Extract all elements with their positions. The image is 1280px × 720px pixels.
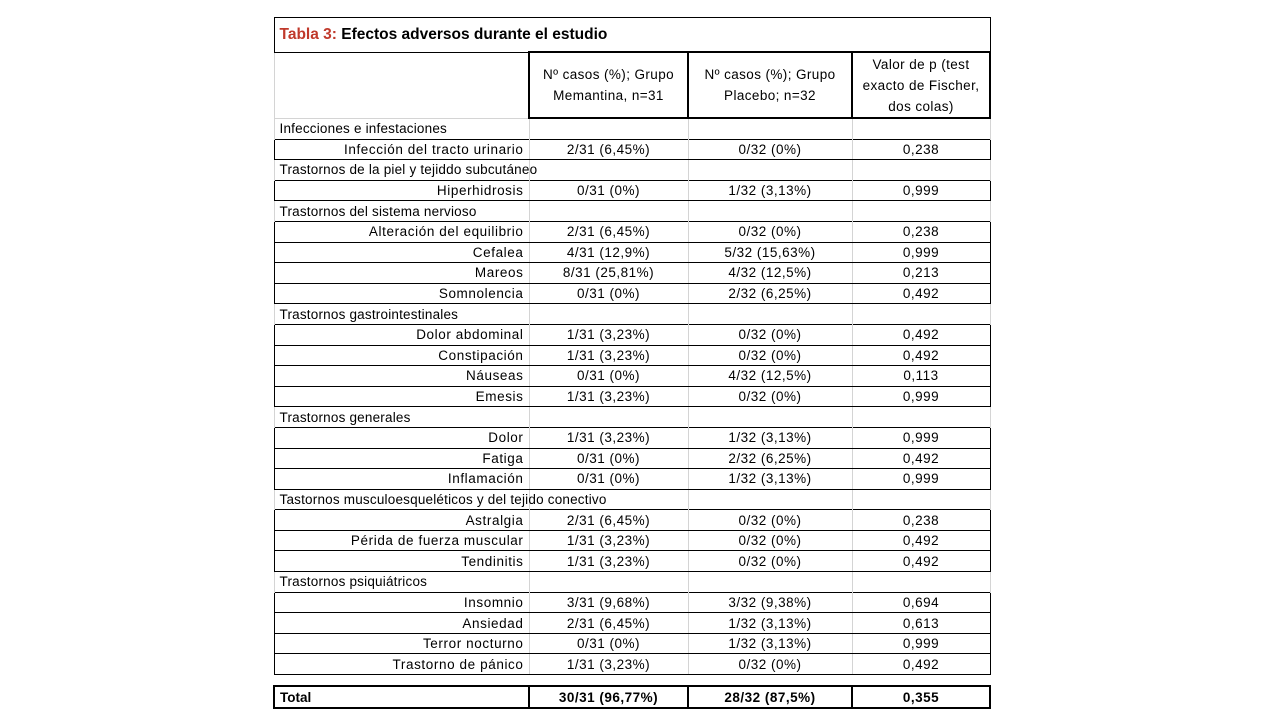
spacer-cell <box>274 675 990 687</box>
p-value: 0,999 <box>852 180 990 201</box>
header-p-value: Valor de p (test exacto de Fischer, dos colas) <box>852 52 990 118</box>
effect-label: Hiperhidrosis <box>274 180 529 201</box>
effect-label: Cefalea <box>274 242 529 263</box>
effect-label: Constipación <box>274 345 529 366</box>
placebo-value: 0/32 (0%) <box>688 345 852 366</box>
header-empty-cell <box>274 52 529 118</box>
p-value: 0,492 <box>852 530 990 551</box>
table-number: Tabla 3: <box>279 26 337 43</box>
effect-label: Fatiga <box>274 448 529 469</box>
p-value: 0,999 <box>852 633 990 654</box>
p-value: 0,492 <box>852 551 990 572</box>
section-row <box>274 201 990 222</box>
effect-label: Tendinitis <box>274 551 529 572</box>
header-placebo: Nº casos (%); Grupo Placebo; n=32 <box>688 52 852 118</box>
table-row <box>274 469 990 490</box>
table-row <box>274 180 990 201</box>
table-row <box>274 386 990 407</box>
p-value: 0,492 <box>852 324 990 345</box>
placebo-value: 5/32 (15,63%) <box>688 242 852 263</box>
empty-cell <box>529 118 688 139</box>
placebo-value: 1/32 (3,13%) <box>688 427 852 448</box>
empty-cell <box>852 304 990 325</box>
section-name: Trastornos generales <box>274 407 529 428</box>
effect-label: Périda de fuerza muscular <box>274 530 529 551</box>
placebo-value: 2/32 (6,25%) <box>688 448 852 469</box>
p-value: 0,492 <box>852 448 990 469</box>
effect-label: Ansiedad <box>274 613 529 634</box>
table-title-text: Efectos adversos durante el estudio <box>336 26 608 43</box>
memantina-value: 8/31 (25,81%) <box>529 263 688 284</box>
total-p-value: 0,355 <box>852 686 990 708</box>
total-memantina: 30/31 (96,77%) <box>529 686 688 708</box>
empty-cell <box>852 201 990 222</box>
table-row <box>274 139 990 160</box>
empty-cell <box>852 489 990 510</box>
header-row <box>274 52 990 118</box>
table-row <box>274 283 990 304</box>
table-row <box>274 448 990 469</box>
table-row <box>274 221 990 242</box>
p-value: 0,238 <box>852 510 990 531</box>
placebo-value: 1/32 (3,13%) <box>688 469 852 490</box>
placebo-value: 4/32 (12,5%) <box>688 366 852 387</box>
effect-label: Dolor <box>274 427 529 448</box>
empty-cell <box>688 572 852 593</box>
empty-cell <box>529 407 688 428</box>
memantina-value: 1/31 (3,23%) <box>529 324 688 345</box>
memantina-value: 2/31 (6,45%) <box>529 613 688 634</box>
table-row <box>274 366 990 387</box>
empty-cell <box>688 201 852 222</box>
effect-label: Alteración del equilibrio <box>274 221 529 242</box>
memantina-value: 0/31 (0%) <box>529 283 688 304</box>
p-value: 0,999 <box>852 427 990 448</box>
placebo-value: 2/32 (6,25%) <box>688 283 852 304</box>
effect-label: Infección del tracto urinario <box>274 139 529 160</box>
memantina-value: 2/31 (6,45%) <box>529 221 688 242</box>
section-name: Infecciones e infestaciones <box>274 118 529 139</box>
p-value: 0,238 <box>852 221 990 242</box>
effect-label: Astralgia <box>274 510 529 531</box>
memantina-value: 1/31 (3,23%) <box>529 386 688 407</box>
empty-cell <box>852 572 990 593</box>
table-row <box>274 592 990 613</box>
total-placebo: 28/32 (87,5%) <box>688 686 852 708</box>
p-value: 0,694 <box>852 592 990 613</box>
section-row <box>274 304 990 325</box>
adverse-effects-sheet <box>273 17 989 709</box>
placebo-value: 0/32 (0%) <box>688 139 852 160</box>
empty-cell <box>688 304 852 325</box>
effect-label: Somnolencia <box>274 283 529 304</box>
table-title <box>274 18 990 53</box>
section-name: Trastornos gastrointestinales <box>274 304 529 325</box>
p-value: 0,613 <box>852 613 990 634</box>
p-value: 0,213 <box>852 263 990 284</box>
effect-label: Terror nocturno <box>274 633 529 654</box>
memantina-value: 1/31 (3,23%) <box>529 530 688 551</box>
empty-cell <box>529 160 688 181</box>
section-row <box>274 572 990 593</box>
spacer-row <box>274 675 990 687</box>
memantina-value: 1/31 (3,23%) <box>529 551 688 572</box>
table-row <box>274 530 990 551</box>
memantina-value: 2/31 (6,45%) <box>529 139 688 160</box>
p-value: 0,113 <box>852 366 990 387</box>
section-name: Trastornos de la piel y tejiddo subcutáneo <box>274 160 529 181</box>
table-row <box>274 510 990 531</box>
p-value: 0,999 <box>852 242 990 263</box>
effect-label: Dolor abdominal <box>274 324 529 345</box>
effect-label: Mareos <box>274 263 529 284</box>
table-row <box>274 242 990 263</box>
p-value: 0,238 <box>852 139 990 160</box>
p-value: 0,492 <box>852 654 990 675</box>
empty-cell <box>529 201 688 222</box>
placebo-value: 4/32 (12,5%) <box>688 263 852 284</box>
empty-cell <box>688 160 852 181</box>
table-row <box>274 654 990 675</box>
total-row <box>274 686 990 708</box>
section-row <box>274 118 990 139</box>
empty-cell <box>688 118 852 139</box>
memantina-value: 1/31 (3,23%) <box>529 654 688 675</box>
placebo-value: 0/32 (0%) <box>688 551 852 572</box>
effect-label: Insomnio <box>274 592 529 613</box>
effect-label: Emesis <box>274 386 529 407</box>
table-row <box>274 324 990 345</box>
table-row <box>274 613 990 634</box>
empty-cell <box>688 407 852 428</box>
placebo-value: 1/32 (3,13%) <box>688 180 852 201</box>
memantina-value: 2/31 (6,45%) <box>529 510 688 531</box>
memantina-value: 0/31 (0%) <box>529 469 688 490</box>
table-title-row <box>274 18 990 53</box>
memantina-value: 0/31 (0%) <box>529 633 688 654</box>
empty-cell <box>529 304 688 325</box>
section-name: Trastornos psiquiátricos <box>274 572 529 593</box>
placebo-value: 3/32 (9,38%) <box>688 592 852 613</box>
effect-label: Náuseas <box>274 366 529 387</box>
section-name: Tastornos musculoesqueléticos y del tejido conectivo <box>274 489 529 510</box>
table-row <box>274 427 990 448</box>
placebo-value: 0/32 (0%) <box>688 510 852 531</box>
placebo-value: 1/32 (3,13%) <box>688 633 852 654</box>
total-label: Total <box>274 686 529 708</box>
section-row <box>274 160 990 181</box>
empty-cell <box>529 572 688 593</box>
table-row <box>274 263 990 284</box>
p-value: 0,492 <box>852 283 990 304</box>
section-row <box>274 407 990 428</box>
memantina-value: 1/31 (3,23%) <box>529 345 688 366</box>
placebo-value: 1/32 (3,13%) <box>688 613 852 634</box>
memantina-value: 0/31 (0%) <box>529 366 688 387</box>
p-value: 0,999 <box>852 469 990 490</box>
effect-label: Trastorno de pánico <box>274 654 529 675</box>
placebo-value: 0/32 (0%) <box>688 530 852 551</box>
placebo-value: 0/32 (0%) <box>688 221 852 242</box>
placebo-value: 0/32 (0%) <box>688 386 852 407</box>
table-row <box>274 551 990 572</box>
empty-cell <box>852 118 990 139</box>
section-name: Trastornos del sistema nervioso <box>274 201 529 222</box>
memantina-value: 0/31 (0%) <box>529 180 688 201</box>
empty-cell <box>852 407 990 428</box>
table-row <box>274 633 990 654</box>
memantina-value: 4/31 (12,9%) <box>529 242 688 263</box>
effect-label: Inflamación <box>274 469 529 490</box>
table-row <box>274 345 990 366</box>
memantina-value: 0/31 (0%) <box>529 448 688 469</box>
placebo-value: 0/32 (0%) <box>688 654 852 675</box>
empty-cell <box>852 160 990 181</box>
section-row <box>274 489 990 510</box>
placebo-value: 0/32 (0%) <box>688 324 852 345</box>
p-value: 0,999 <box>852 386 990 407</box>
adverse-effects-table <box>273 17 991 709</box>
memantina-value: 1/31 (3,23%) <box>529 427 688 448</box>
memantina-value: 3/31 (9,68%) <box>529 592 688 613</box>
header-memantina: Nº casos (%); Grupo Memantina, n=31 <box>529 52 688 118</box>
empty-cell <box>688 489 852 510</box>
p-value: 0,492 <box>852 345 990 366</box>
